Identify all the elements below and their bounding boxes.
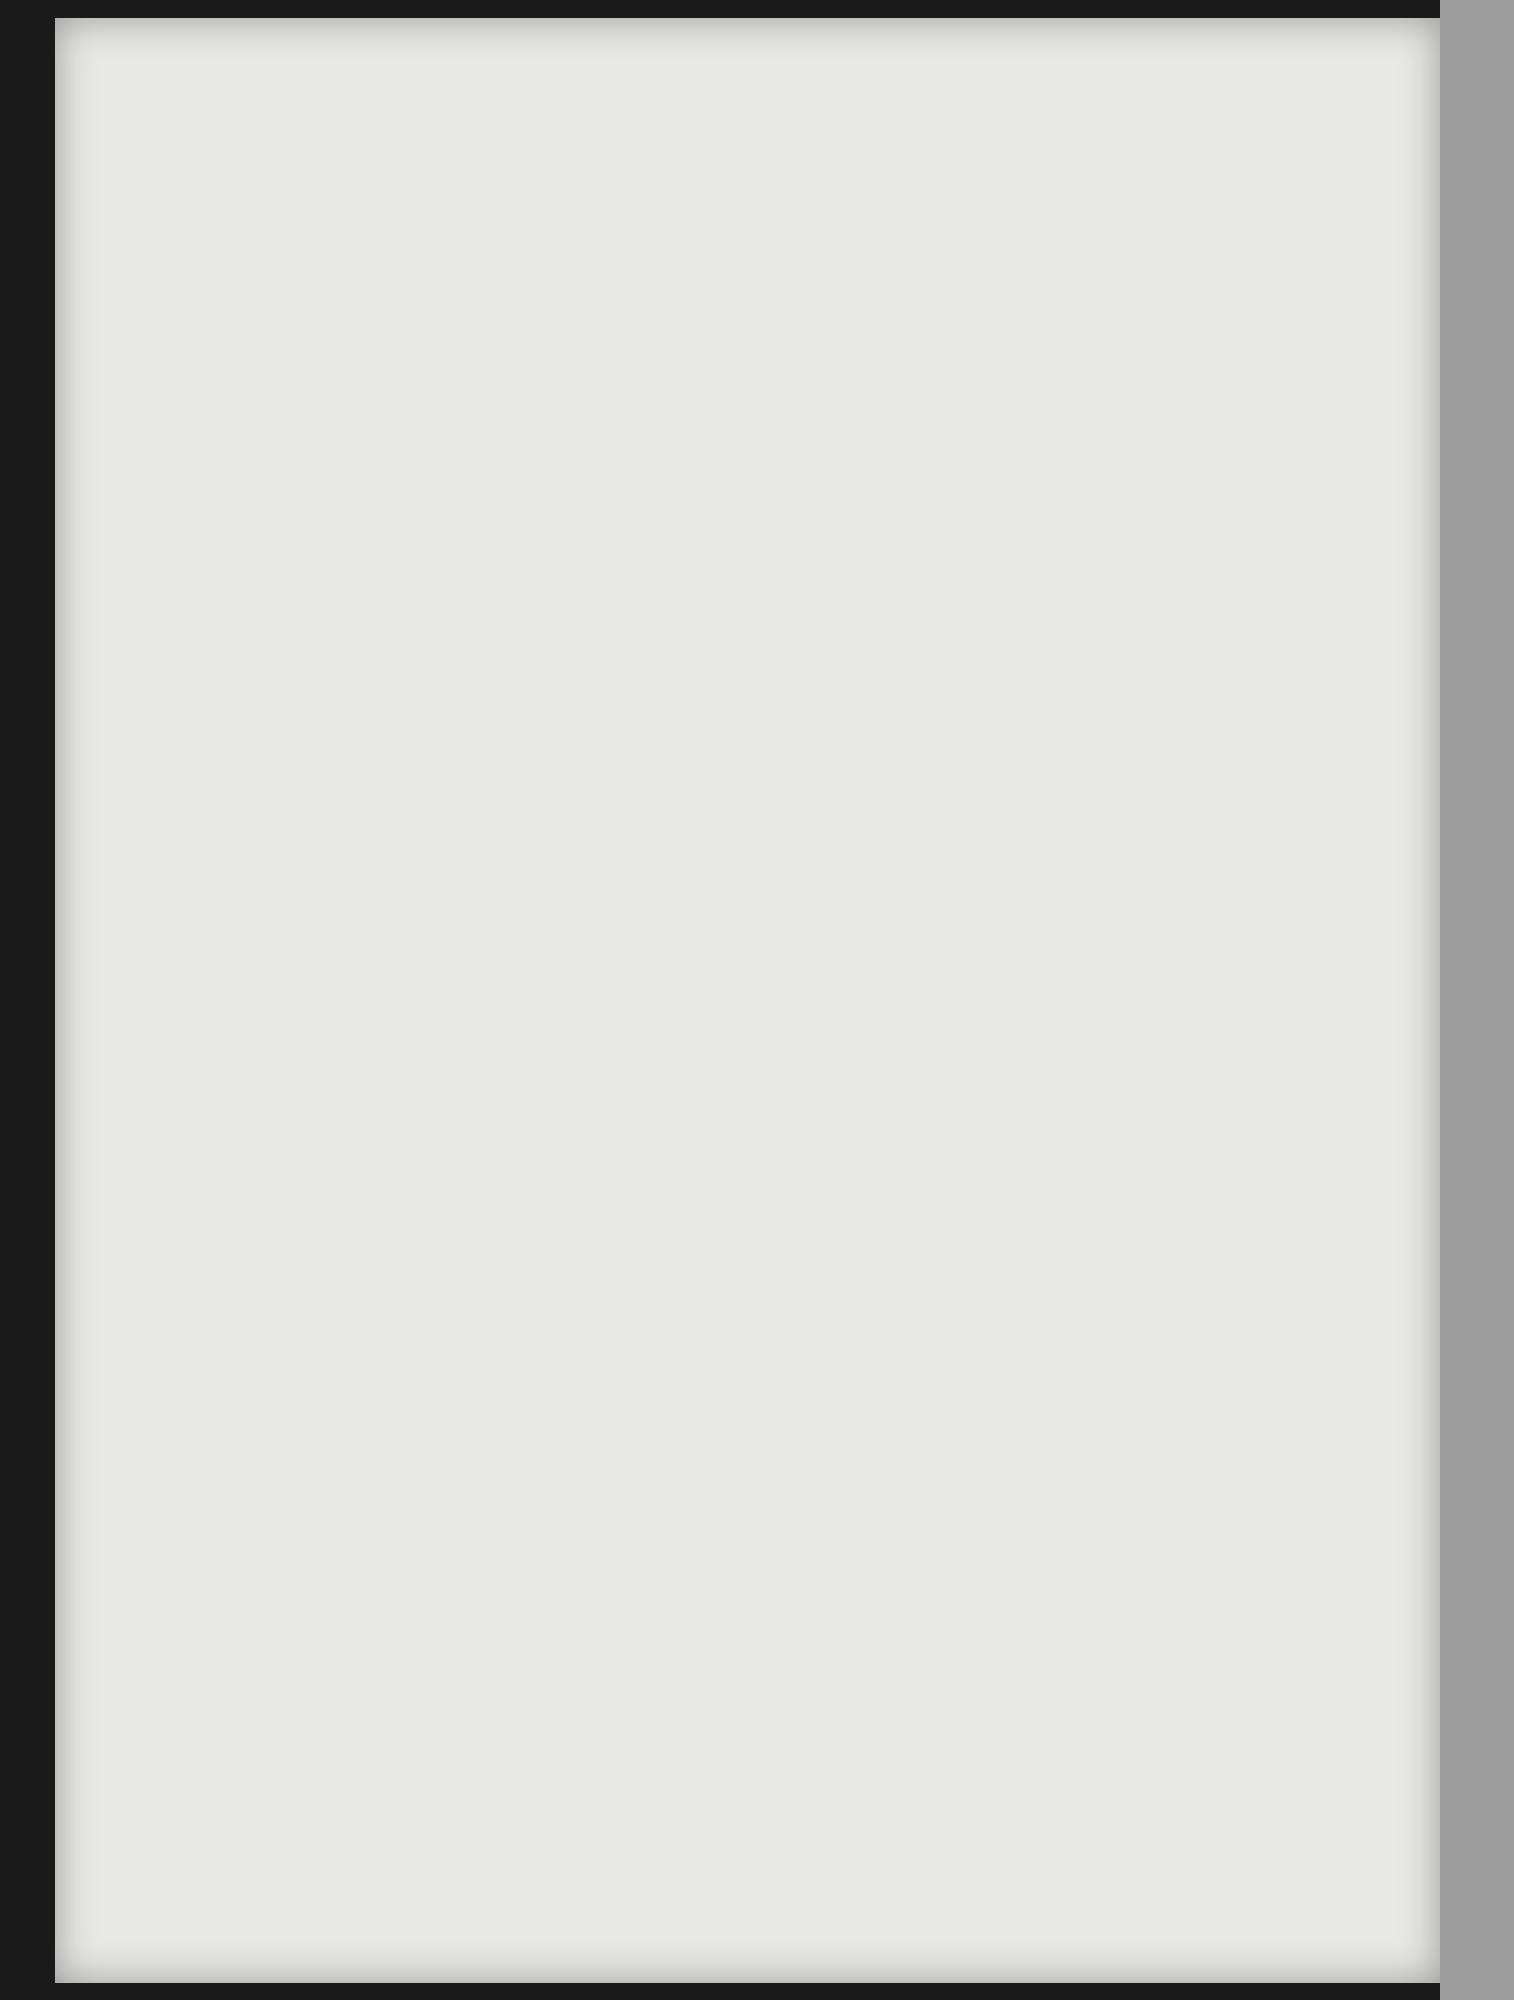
star-marker-bottom <box>55 1458 140 1598</box>
adjacent-page-edge <box>1440 0 1514 2000</box>
star-marker-top <box>55 633 150 773</box>
census-sheet <box>55 18 1440 1983</box>
